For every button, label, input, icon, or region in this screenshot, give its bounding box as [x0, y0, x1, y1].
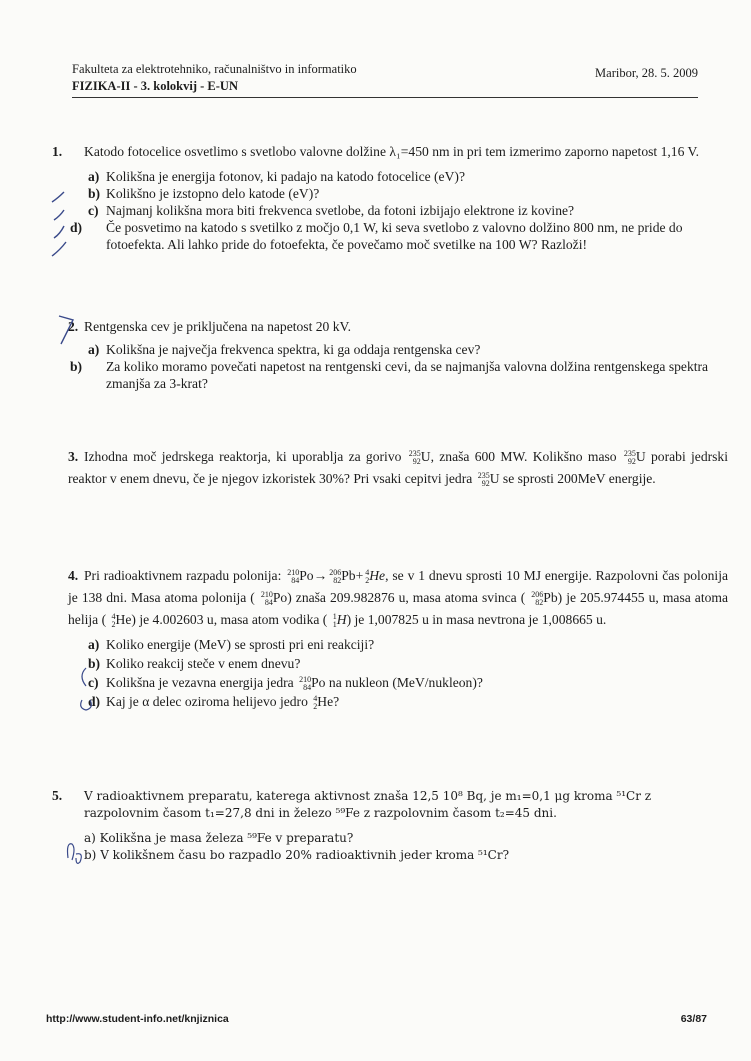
label: a) — [88, 637, 100, 652]
label: c) — [88, 203, 99, 218]
label: b) — [84, 848, 97, 862]
text: Kolikšna je največja frekvenca spektra, ki ga oddaja rentgenska cev? — [106, 342, 481, 357]
header-divider — [72, 97, 698, 98]
mass-number: 210 — [260, 589, 273, 599]
page-header — [72, 62, 698, 94]
mass-number: 206 — [531, 589, 544, 599]
text: ) je 205.974455 u, masa atoma helija ( — [68, 590, 729, 627]
nuclide-po210 — [261, 591, 273, 607]
text: na nukleon (MeV/nukleon)? — [328, 675, 483, 690]
mass-number: 1 — [332, 611, 337, 621]
question-2 — [68, 318, 728, 392]
footer-url: http://www.student-info.net/knjiznica — [46, 1013, 229, 1025]
subquestion — [88, 635, 728, 654]
question-3 — [68, 446, 728, 490]
atomic-number: 92 — [412, 456, 421, 466]
nuclide-u235 — [624, 450, 636, 466]
mass-number: 235 — [408, 448, 421, 458]
subquestion — [88, 202, 728, 219]
mass-number: 210 — [299, 674, 312, 684]
symbol: U — [635, 449, 646, 464]
label: a) — [84, 831, 96, 845]
pen-mark-icon — [62, 838, 86, 868]
nuclide-pb206 — [329, 569, 341, 585]
text: Kolikšna je masa železa ⁵⁹Fe v preparatu? — [99, 831, 354, 845]
subquestion — [84, 847, 728, 864]
symbol: H — [336, 612, 347, 627]
atomic-number: 84 — [264, 597, 273, 607]
symbol: He — [115, 612, 132, 627]
text: Kolikšna je energija fotonov, ki padajo na katodo fotocelice (eV)? — [106, 169, 465, 184]
symbol: He — [369, 568, 386, 583]
mass-number: 235 — [623, 448, 636, 458]
mass-number: 4 — [365, 567, 370, 577]
question-text: Rentgenska cev je priključena na napetost 20 kV. — [84, 319, 352, 334]
text: ) je 4.002603 u, masa atom vodika ( — [131, 612, 328, 627]
question-1 — [52, 143, 728, 253]
subquestion — [84, 830, 728, 847]
question-number: 1. — [52, 144, 63, 159]
symbol: He — [317, 694, 334, 709]
text: Kolikšno je izstopno delo katode (eV)? — [106, 186, 320, 201]
text: Koliko energije (MeV) se sprosti pri eni reakciji? — [106, 637, 375, 652]
symbol: U — [489, 471, 500, 486]
arrow: → — [313, 568, 328, 583]
text: Izhodna moč jedrskega reaktorja, ki uporablja za gorivo — [84, 449, 402, 464]
question-number: 4. — [68, 568, 79, 583]
text: Kaj je α delec oziroma helijevo jedro — [106, 694, 308, 709]
plus: + — [355, 568, 364, 583]
symbol: Pb — [543, 590, 558, 605]
course-title: FIZIKA-II - 3. kolokvij - E-UN — [72, 79, 238, 93]
text: ? — [333, 694, 340, 709]
nuclide-u235 — [409, 450, 421, 466]
atomic-number: 2 — [365, 575, 370, 585]
text: ) znaša 209.982876 u, masa atoma svinca ( — [287, 590, 526, 605]
text: , se v 1 dnevu sprosti 10 MJ energije. Razpolovni čas polonija je 138 dni. Masa atoma polonija ( — [68, 568, 729, 605]
question-text: Katodo fotocelice osvetlimo s svetlobo valovne dolžine λ₁=450 nm in pri tem izmerimo zaporno napetost 1,16 V. — [84, 144, 699, 159]
label: d) — [70, 220, 83, 235]
nuclide-u235 — [478, 472, 490, 488]
label: a) — [88, 342, 100, 357]
subquestion — [88, 654, 728, 673]
atomic-number: 82 — [333, 575, 342, 585]
subquestion — [70, 358, 728, 392]
question-number: 5. — [52, 788, 63, 803]
question-text: V radioaktivnem preparatu, katerega aktivnost znaša 12,5 10⁸ Bq, je m₁=0,1 μg kroma ⁵¹Cr z razpolovnim časom t₁=27,8 dni in železo ⁵⁹Fe z razpolovnim časom t₂=45 dni. — [84, 789, 652, 820]
mass-number: 4 — [313, 693, 318, 703]
subquestion — [88, 341, 728, 358]
atomic-number: 84 — [291, 575, 300, 585]
text: Najmanj kolikšna mora biti frekvenca svetlobe, da fotoni izbijajo elektrone iz kovine? — [106, 203, 575, 218]
atomic-number: 92 — [481, 478, 490, 488]
subquestion — [70, 219, 728, 253]
question-number: 3. — [68, 449, 79, 464]
atomic-number: 92 — [627, 456, 636, 466]
symbol: Po — [311, 675, 326, 690]
subquestion — [88, 692, 728, 711]
subquestion — [88, 673, 728, 692]
text: Pri radioaktivnem razpadu polonija: — [84, 568, 282, 583]
faculty-name: Fakulteta za elektrotehniko, računalništvo in informatiko — [72, 62, 357, 76]
pen-checkmarks-icon — [50, 180, 90, 260]
date: Maribor, 28. 5. 2009 — [595, 66, 698, 80]
mass-number: 206 — [329, 567, 342, 577]
atomic-number: 2 — [111, 619, 116, 629]
mass-number: 210 — [287, 567, 300, 577]
mass-number: 4 — [111, 611, 116, 621]
nuclide-po210 — [287, 569, 299, 585]
symbol: Pb — [341, 568, 356, 583]
question-4 — [68, 565, 728, 711]
subquestion-list — [68, 168, 728, 253]
symbol: Po — [299, 568, 314, 583]
text: Kolikšna je vezavna energija jedra — [106, 675, 294, 690]
label: b) — [88, 656, 101, 671]
label: b) — [88, 186, 101, 201]
text: , znaša 600 MW. Kolikšno maso — [430, 449, 617, 464]
label: a) — [88, 169, 100, 184]
pen-mark-icon — [55, 312, 85, 348]
label: d) — [88, 694, 101, 709]
page-number: 63/87 — [680, 1013, 707, 1025]
nuclide-pb206 — [531, 591, 543, 607]
pen-circle-marks-icon — [76, 660, 100, 720]
label: c) — [88, 675, 99, 690]
question-number: 2. — [68, 319, 79, 334]
text: Če posvetimo na katodo s svetilko z močjo 0,1 W, ki seva svetlobo z valovno dolžino 800 nm, ne pride do fotoefekta. Ali lahko pride do fotoefekta, če povečamo moč svetilke na 100 W? Razloži! — [106, 220, 683, 252]
question-5 — [52, 787, 728, 864]
symbol: U — [420, 449, 431, 464]
atomic-number: 1 — [332, 619, 337, 629]
text: porabi jedrski reaktor v enem dnevu, če je njegov izkoristek 30%? Pri vsaki cepitvi jedra — [68, 449, 729, 486]
subquestion — [88, 168, 728, 185]
atomic-number: 82 — [535, 597, 544, 607]
nuclide-po210 — [299, 676, 311, 692]
atomic-number: 84 — [303, 682, 312, 692]
mass-number: 235 — [477, 470, 490, 480]
text: ) je 1,007825 u in masa nevtrona je 1,008665 u. — [346, 612, 607, 627]
text: Za koliko moramo povečati napetost na rentgenski cevi, da se najmanjša valovna dolžina rentgenskega spektra zmanjša za 3-krat? — [106, 359, 709, 391]
symbol: Po — [272, 590, 288, 605]
label: b) — [70, 359, 83, 374]
text: Koliko reakcij steče v enem dnevu? — [106, 656, 301, 671]
text: V kolikšnem času bo razpadlo 20% radioaktivnih jeder kroma ⁵¹Cr? — [100, 848, 510, 862]
text: se sprosti 200MeV energije. — [502, 471, 656, 486]
subquestion — [88, 185, 728, 202]
atomic-number: 2 — [313, 701, 318, 711]
